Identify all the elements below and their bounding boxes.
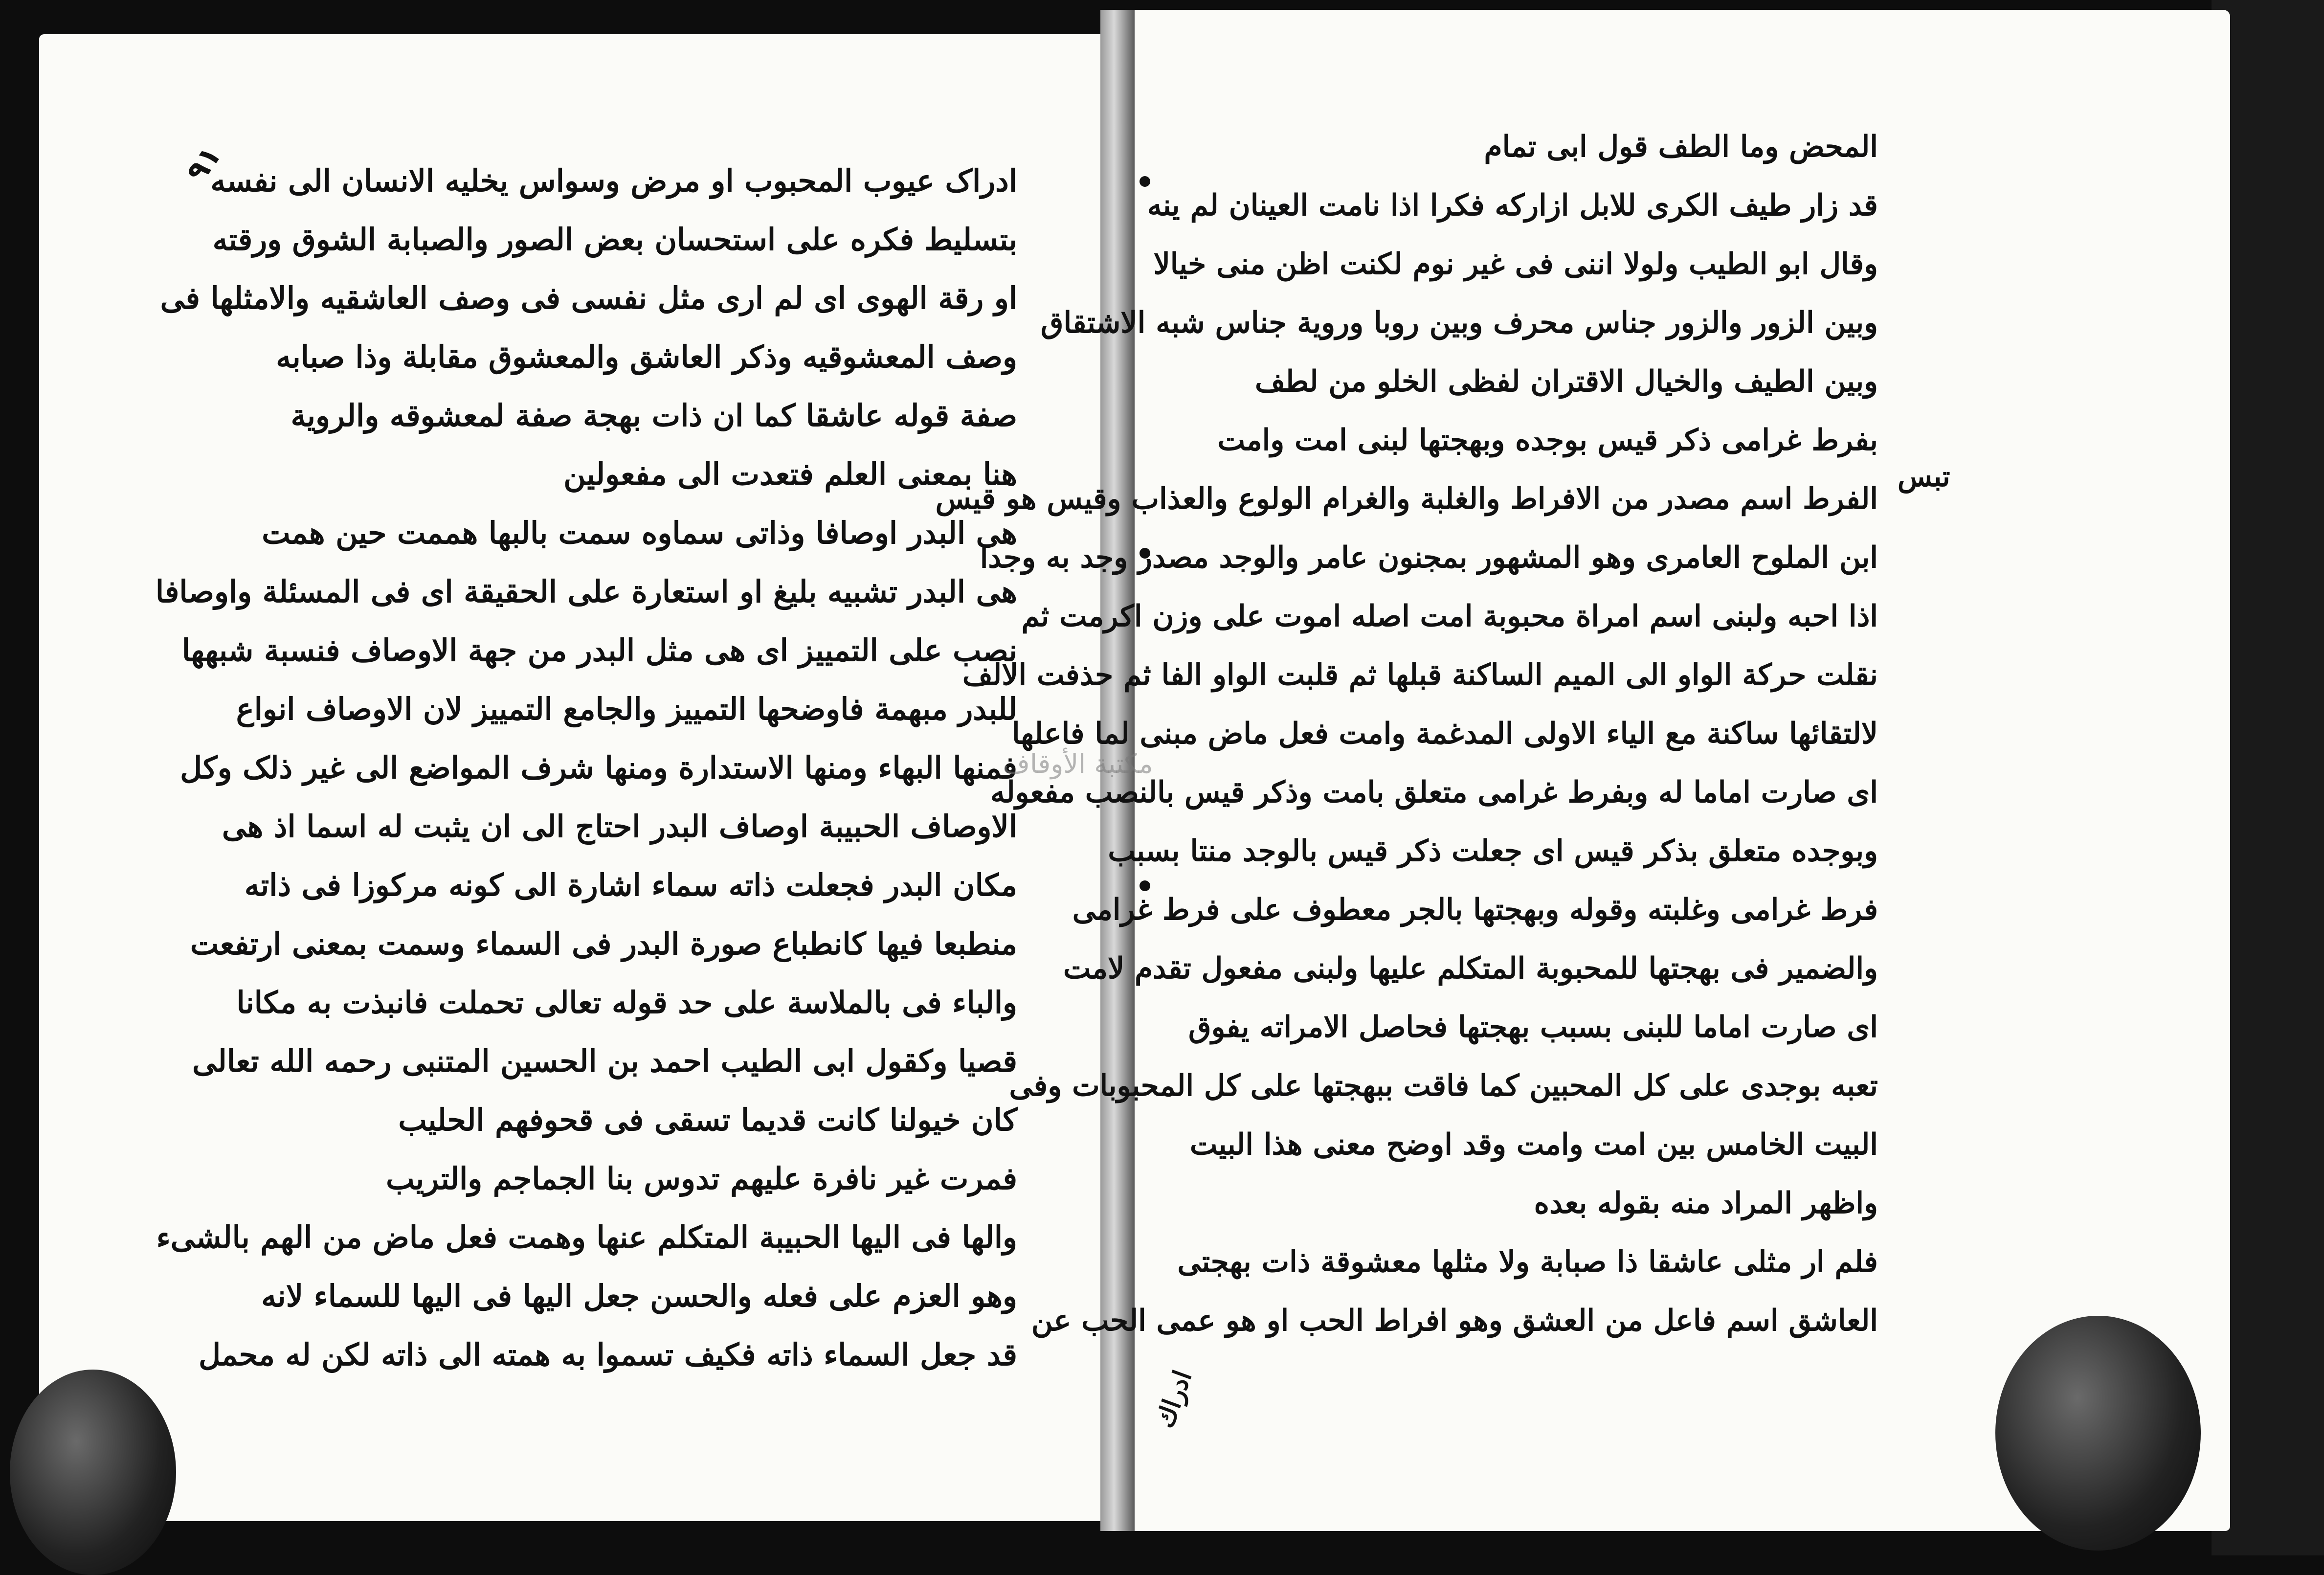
text-line: وبین الطیف والخیال الاقتران لفظی الخلو من لطف — [1254, 364, 1878, 399]
text-line: نقلت حرکة الواو الی المیم الساکنة قبلها ثم قلبت الواو الفا ثم حذفت الالف — [962, 658, 1878, 692]
text-line: والها فی الیها الحبیبة المتکلم عنها وهمت فعل ماض من الهم بالشیء — [156, 1219, 1017, 1255]
text-line: وبین الزور والزور جناس محرف وبین روبا ورویة جناس شبه الاشتقاق — [1040, 306, 1878, 340]
text-line: تعبه بوجدی علی کل المحبین کما فاقت ببهجتها علی کل المحبوبات وفی — [1009, 1069, 1878, 1103]
folio-number: ٩١ — [179, 139, 228, 189]
text-line: الاوصاف الحبیبة اوصاف البدر احتاج الی ان یثبت له اسما اذ هی — [222, 809, 1017, 844]
text-line: صفة قوله عاشقا کما ان ذات بهجة صفة لمعشوقه والرویة — [290, 398, 1017, 433]
text-line: للبدر مبهمة فاوضحها التمییز والجامع التمییز لان الاوصاف انواع — [236, 691, 1017, 727]
text-line: هنا بمعنی العلم فتعدت الی مفعولین — [563, 456, 1017, 492]
verse-line: فمرت غیر نافرة علیهم تدوس بنا الجماجم والتریب — [386, 1161, 1017, 1196]
finger-left — [10, 1370, 176, 1575]
text-line: والضمیر فی بهجتها للمحبوبة المتکلم علیها ولبنی مفعول تقدم لامت — [1063, 951, 1878, 986]
text-line: فمنها البهاء ومنها الاستدارة ومنها شرف المواضع الی غیر ذلک وکل — [180, 750, 1017, 786]
verse-line: قد زار طیف الکری للابل ازارکه فکرا اذا نامت العینان لم ینه — [1147, 188, 1878, 223]
text-line: قد جعل السماء ذاته فکیف تسموا به همته الی ذاته لکن له محمل — [198, 1337, 1017, 1372]
margin-note: تبس — [1898, 460, 1950, 493]
text-line: واظهر المراد منه بقوله بعده — [1534, 1186, 1878, 1220]
text-line: بتسلیط فکره علی استحسان بعض الصور والصبابة الشوق ورقته — [212, 222, 1017, 257]
verse-line: وقال ابو الطیب ولولا اننی فی غیر نوم لکنت اظن منی خیالا — [1153, 247, 1878, 281]
text-line: قصیا وکقول ابی الطیب احمد بن الحسین المتنبی رحمه الله تعالی — [192, 1043, 1017, 1079]
catchword: ادراك — [1149, 1366, 1198, 1432]
text-line: لالتقائها ساکنة مع الیاء الاولی المدغمة وامت فعل ماض مبنی لما فاعلها — [1011, 717, 1878, 751]
text-line: الفرط اسم مصدر من الافراط والغلبة والغرام الولوع والعذاب وقیس هو قیس — [935, 482, 1878, 516]
text-line: ادراک عیوب المحبوب او مرض وسواس یخلیه الانسان الی نفسه — [210, 163, 1017, 199]
watermark: مكتبة الأوقاف — [1003, 748, 1153, 779]
text-line: والباء فی بالملاسة علی حد قوله تعالی تحملت فانبذت به مکانا — [236, 985, 1017, 1020]
text-line: ای صارت اماما له وبفرط غرامی متعلق بامت وذکر قیس بالنصب مفعوله — [990, 775, 1878, 810]
text-line: وهو العزم علی فعله والحسن جعل الیها فی الیها للسماء لانه — [261, 1278, 1017, 1314]
text-line: وصف المعشوقیه وذکر العاشق والمعشوق مقابلة وذا صبابه — [276, 339, 1017, 375]
verse-line: کان خیولنا کانت قدیما تسقی فی قحوفهم الحلیب — [398, 1102, 1017, 1138]
text-line: العاشق اسم فاعل من العشق وهو افراط الحب او هو عمی الحب عن — [1031, 1304, 1878, 1338]
text-line: ابن الملوح العامری وهو المشهور بمجنون عامر والوجد مصدر وجد به وجدا — [980, 540, 1878, 575]
text-line: فرط غرامی وغلبته وقوله وبهجتها بالجر معطوف علی فرط غرامی — [1072, 893, 1878, 927]
verse-line: هی البدر اوصافا وذاتی سماوه سمت بالبها هممت حین همت — [262, 515, 1017, 551]
text-line: وبوجده متعلق بذکر قیس ای جعلت ذکر قیس بالوجد منتا بسبب — [1108, 834, 1878, 868]
text-line: او رقة الهوی ای لم اری مثل نفسی فی وصف العاشقیه والامثلها فی — [160, 280, 1017, 316]
text-line: منطبعا فیها کانطباع صورة البدر فی السماء وسمت بمعنی ارتفعت — [190, 926, 1017, 962]
text-line: مکان البدر فجعلت ذاته سماء اشارة الی کونه مرکوزا فی ذاته — [244, 867, 1017, 903]
text-line: البیت الخامس بین امت وامت وقد اوضح معنی هذا البیت — [1189, 1127, 1878, 1162]
text-line: ای صارت اماما للبنی بسبب بهجتها فحاصل الامراته یفوق — [1188, 1010, 1878, 1044]
text-line: المحض وما الطف قول ابی تمام — [1484, 130, 1878, 164]
verse-line: فلم ار مثلی عاشقا ذا صبابة ولا مثلها معشوقة ذات بهجتی — [1177, 1245, 1878, 1279]
text-line: هی البدر تشبیه بلیغ او استعارة علی الحقیقة ای فی المسئلة واوصافا — [155, 574, 1017, 609]
finger-right — [1995, 1316, 2201, 1551]
verse-line: بفرط غرامی ذکر قیس بوجده وبهجتها لبنی امت وامت — [1217, 423, 1878, 457]
text-line: نصب علی التمییز ای هی مثل البدر من جهة الاوصاف فنسبة شبهها — [181, 632, 1017, 668]
text-line: اذا احبه ولبنی اسم امراة محبوبة امت اصله اموت علی وزن اکرمت ثم — [1021, 599, 1878, 633]
